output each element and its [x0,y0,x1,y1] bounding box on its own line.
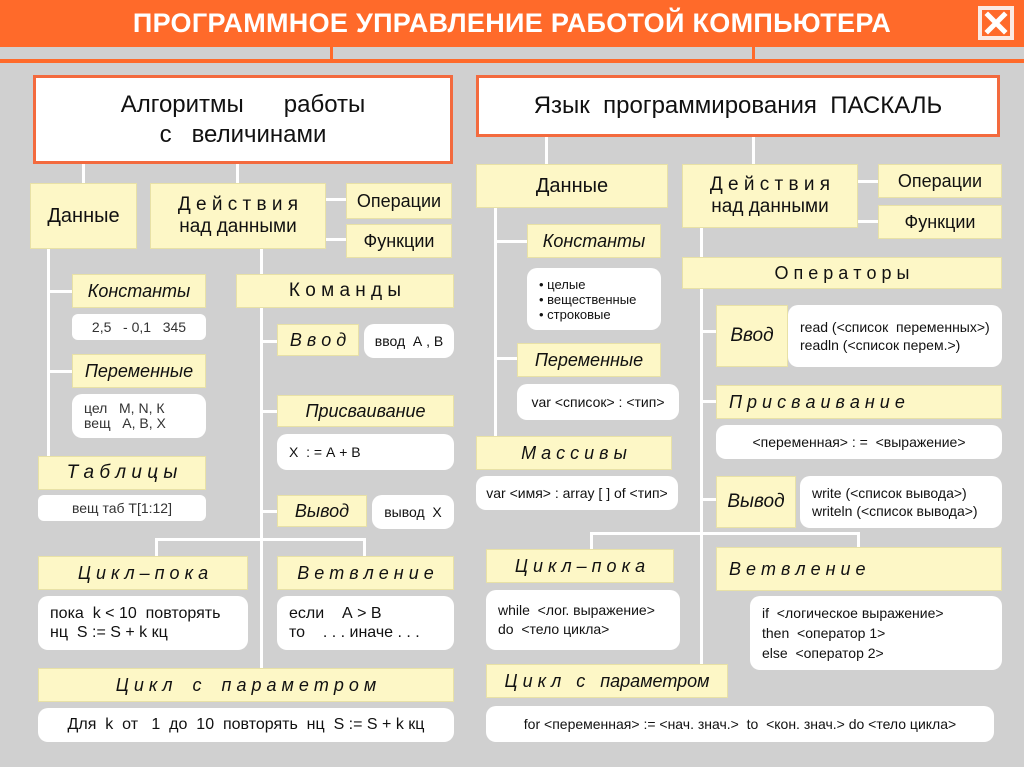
connector [857,220,879,223]
right-branch-example [750,596,1002,670]
left-while-label: Ц и к л – п о к а [77,562,209,583]
connector [752,135,755,165]
left-assign-box [277,395,454,427]
connector [363,538,366,556]
left-variables-example-text: цел М, N, К вещ А, В, Х [84,400,166,431]
connector [700,532,860,535]
left-tables-box [38,456,206,490]
right-input-example [788,305,1002,367]
left-input-label: В в о д [289,329,347,350]
connector [700,228,703,668]
connector [325,198,347,201]
page-title: ПРОГРАММНОЕ УПРАВЛЕНИЕ РАБОТОЙ КОМПЬЮТЕРА [132,8,892,38]
left-output-box [277,495,367,527]
right-operators-box [682,257,1002,289]
left-constants-example-text: 2,5 - 0,1 345 [91,319,187,335]
right-operators-label: О п е р а т о р ы [774,262,910,283]
connector [545,135,548,165]
right-input-example-text: read (<список переменных>) readln (<список перем.>) [800,319,990,353]
left-functions-label: Функции [363,230,435,251]
right-while-label: Ц и к л – п о к а [514,555,646,576]
connector [260,510,278,513]
close-icon [982,10,1010,36]
right-main-title: Язык программирования ПАСКАЛЬ [533,92,943,119]
right-variables-label: Переменные [534,349,644,370]
right-variables-example [517,384,679,420]
connector [47,370,73,373]
connector [330,47,333,61]
left-branch-example-text: если А > В то . . . иначе . . . [289,605,420,641]
right-for-label: Ц и к л с параметром [504,670,710,691]
right-functions-box [878,205,1002,239]
left-input-example-text: ввод А , В [374,333,444,349]
left-actions-label: Д е й с т в и я над данными [177,194,299,237]
left-for-box [38,668,454,702]
right-operations-label: Операции [897,170,983,191]
left-data-label: Данные [47,204,120,227]
connector [47,290,73,293]
right-while-box [486,549,674,583]
right-data-box [476,164,668,208]
right-main-title-box [476,75,1000,137]
connector [82,163,85,185]
right-arrays-example-text: var <имя> : array [ ] of <тип> [486,485,668,501]
left-branch-label: В е т в л е н и е [297,562,434,583]
connector [260,340,278,343]
left-for-label: Ц и к л с п а р а м е т р о м [115,674,377,695]
left-commands-box [236,274,454,308]
left-variables-box [72,354,206,388]
right-operations-box [878,164,1002,198]
left-variables-example [72,394,206,438]
right-for-example-text: for <переменная> := <нач. знач.> to <кон. знач.> do <тело цикла> [523,716,957,732]
right-actions-label: Д е й с т в и я над данными [709,174,831,217]
left-variables-label: Переменные [84,360,194,381]
left-branch-example [277,596,454,650]
left-actions-box [150,183,326,249]
left-output-label: Вывод [294,500,350,521]
left-assign-example-text: Х : = А + В [289,444,361,460]
left-tables-label: Т а б л и ц ы [66,462,178,483]
connector [494,357,518,360]
right-branch-box [716,547,1002,591]
left-main-title-box [33,75,453,164]
right-constants-box [527,224,661,258]
connector [752,47,755,61]
right-actions-box [682,164,858,228]
right-output-label: Вывод [727,491,785,512]
left-functions-box [346,224,452,258]
left-for-example-text: Для k от 1 до 10 повторять нц S := S + k кц [67,716,425,733]
connector [857,532,860,548]
left-while-example-text: пока k < 10 повторять нц S := S + k кц [50,605,221,641]
right-arrays-box [476,436,672,470]
connector [155,538,263,541]
right-branch-example-text: if <логическое выражение> then <оператор 1> else <оператор 2> [762,605,944,661]
connector [700,498,716,501]
connector [590,532,593,550]
left-constants-label: Константы [87,280,191,301]
right-while-example-text: while <лог. выражение> do <тело цикла> [498,602,655,637]
left-tables-example-text: вещ таб Т[1:12] [71,500,172,516]
left-input-box [277,324,359,356]
right-constants-example [527,268,661,330]
left-constants-box [72,274,206,308]
right-data-label: Данные [535,174,609,197]
left-constants-example [72,314,206,340]
left-output-example [372,495,454,529]
left-data-box [30,183,137,249]
right-constants-example-text: • целые • вещественные • строковые [539,276,637,322]
left-operations-label: Операции [356,190,442,211]
left-operations-box [346,183,452,219]
right-constants-label: Константы [542,230,646,251]
connector [260,248,263,670]
left-for-example [38,708,454,742]
connector [260,410,278,413]
right-branch-label: В е т в л е н и е [729,558,866,579]
right-arrays-label: М а с с и в ы [521,442,627,463]
right-assign-box [716,385,1002,419]
left-commands-label: К о м а н д ы [288,280,402,301]
right-while-example [486,590,680,650]
right-functions-label: Функции [904,211,976,232]
left-assign-label: Присваивание [305,400,426,421]
left-while-box [38,556,248,590]
right-variables-example-text: var <список> : <тип> [531,394,665,410]
connector [47,248,50,456]
connector [494,240,528,243]
right-assign-example-text: <переменная> : = <выражение> [752,434,966,450]
right-assign-example [716,425,1002,459]
connector [236,163,239,185]
right-input-label: Ввод [730,325,774,346]
right-arrays-example [476,476,678,510]
close-button[interactable] [976,4,1016,42]
right-input-box [716,305,788,367]
connector [325,238,347,241]
connector [700,400,716,403]
orange-band [0,59,1024,63]
left-while-example [38,596,248,650]
connector [857,180,879,183]
right-assign-label: П р и с в а и в а н и е [729,391,905,412]
left-main-title: Алгоритмы работы с величинами [120,90,366,148]
connector [155,538,158,556]
connector [590,532,703,535]
right-output-example-text: write (<список вывода>) writeln (<список вывода>) [812,485,978,519]
left-output-example-text: вывод Х [384,504,442,520]
right-for-box [486,664,728,698]
left-branch-box [277,556,454,590]
left-tables-example [38,495,206,521]
right-for-example [486,706,994,742]
left-assign-example [277,434,454,470]
right-output-example [800,476,1002,528]
right-output-box [716,476,796,528]
left-input-example [364,324,454,358]
right-variables-box [517,343,661,377]
connector [700,330,716,333]
connector [260,538,366,541]
